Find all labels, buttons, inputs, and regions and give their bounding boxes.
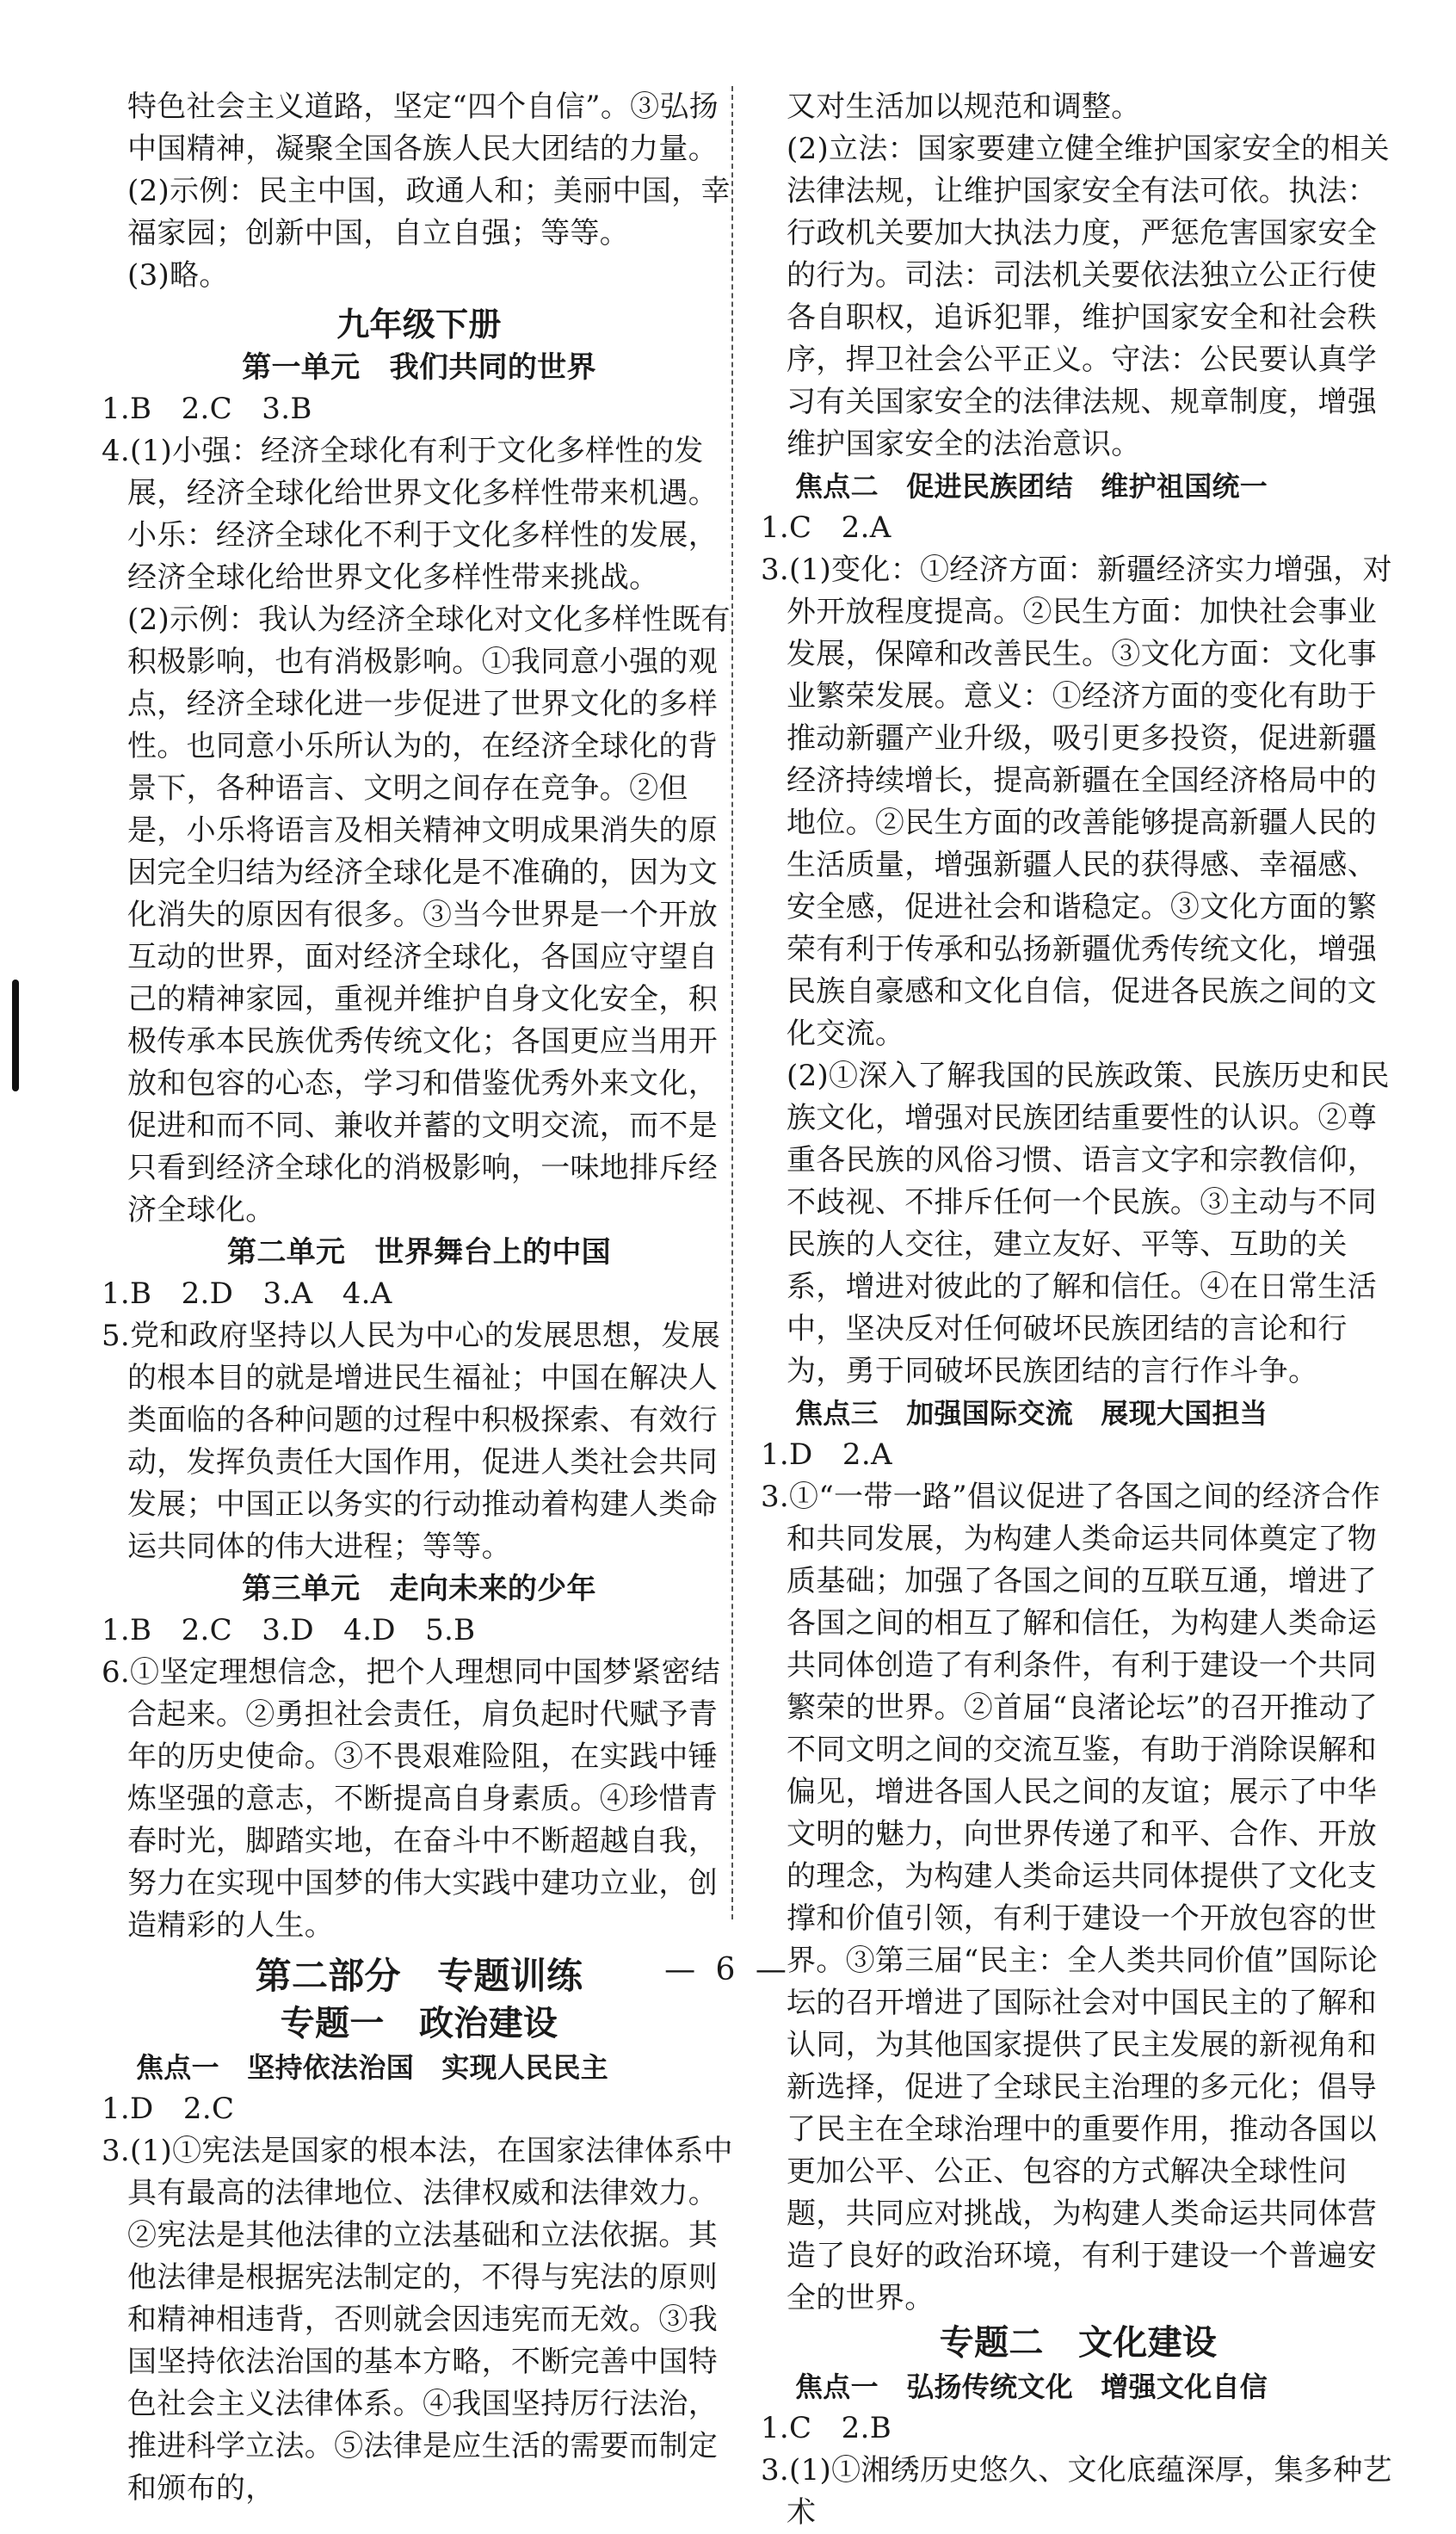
unit-heading: 第一单元 我们共同的世界 [242,350,596,385]
unit-heading: 第三单元 走向未来的少年 [242,1572,596,1606]
answer-text: 特色社会主义道路，坚定“四个自信”。③弘扬中国精神，凝聚全国各族人民大团结的力量。 [127,90,719,166]
answer-text: (2)立法：国家要建立健全维护国家安全的相关法律法规，让维护国家安全有法可依。执法：行政机关要加大执法力度，严惩危害国家安全的行为。司法：司法机关要依法独立公正行使各自职权，追诉犯罪，维护国家安全和社会秩序，捍卫社会公平正义。守法：公民要认真学习有关国家安全的法律法规、规章制度，增强维护国家安全的法治意识。 [787,132,1390,461]
answer-text: (3)略。 [127,258,229,293]
focus-heading: 焦点一 弘扬传统文化 增强文化自信 [795,2370,1268,2403]
page-number: — 6 — [664,1952,792,1987]
answer-text: 又对生活加以规范和调整。 [787,90,1141,124]
answer-item: 3.①“一带一路”倡议促进了各国之间的经济合作和共同发展，为构建人类命运共同体奠定了物质基础；加强了各国之间的互联互通，增进了各国之间的相互了解和信任，为构建人类命运共同体创造了有利条件，有利于建设一个共同繁荣的世界。②首届“良渚论坛”的召开推动了不同文明之间的交流互鉴，有助于消除误解和偏见，增进各国人民之间的友谊；展示了中华文明的魅力，向世界传递了和平、合作、开放的理念，为构建人类命运共同体提供了文化支撑和价值引领，有利于建设一个开放包容的世界。③第三届“民主：全人类共同价值”国际论坛的召开增进了国际社会对中国民主的了解和认同，为其他国家提供了民主发展的新视角和新选择，促进了全球民主治理的多元化；倡导了民主在全球治理中的重要作用，推动各国以更加公平、公正、包容的方式解决全球性问题，共同应对挑战，为构建人类命运共同体营造了良好的政治环境，有利于建设一个普遍安全的世界。 [761,1480,1381,2315]
answer-text: 1.D 2.A [761,1437,892,1472]
answer-item: 3.(1)变化：①经济方面：新疆经济实力增强，对外开放程度提高。②民生方面：加快社会事业发展，保障和改善民生。③文化方面：文化事业繁荣发展。意义：①经济方面的变化有助于推动新疆产业升级，吸引更多投资，促进新疆经济持续增长，提高新疆在全国经济格局中的地位。②民生方面的改善能够提高新疆人民的生活质量，增强新疆人民的获得感、幸福感、安全感，促进社会和谐稳定。③文化方面的繁荣有利于传承和弘扬新疆优秀传统文化，增强民族自豪感和文化自信，促进各民族之间的文化交流。 [761,553,1392,1051]
answer-text: (2)示例：民主中国，政通人和；美丽中国，幸福家园；创新中国，自立自强；等等。 [127,174,731,250]
part-heading: 第二部分 专题训练 [255,1955,583,1997]
answer-text: 1.B 2.C 3.B [102,392,312,426]
answer-text: 1.B 2.D 3.A 4.A [102,1276,392,1311]
answer-text: 1.C 2.A [761,510,891,545]
answer-item: 3.(1)①湘绣历史悠久、文化底蕴深厚，集多种艺术 [761,2453,1392,2530]
focus-heading: 焦点一 坚持依法治国 实现人民民主 [136,2051,609,2084]
answer-text: 1.B 2.C 3.D 4.D 5.B [102,1613,476,1647]
unit-heading: 第二单元 世界舞台上的中国 [227,1235,611,1270]
book-heading: 九年级下册 [336,306,502,343]
answer-text: ②宪法是其他法律的立法基础和立法依据。其他法律是根据宪法制定的，不得与宪法的原则和精神相违背，否则就会因违宪而无效。③我国坚持依法治国的基本方略，不断完善中国特色社会主义法律体系。④我国坚持厉行法治，推进科学立法。⑤法律是应生活的需要而制定和颁布的， [127,2218,718,2506]
topic-heading: 专题一 政治建设 [280,2004,558,2043]
answer-text: (2)①深入了解我国的民族政策、民族历史和民族文化，增强对民族团结重要性的认识。②尊重各民族的风俗习惯、语言文字和宗教信仰，不歧视、不排斥任何一个民族。③主动与不同民族的人交往，建立友好、平等、互助的关系，增进对彼此的了解和信任。④在日常生活中，坚决反对任何破坏民族团结的言论和行为，勇于同破坏民族团结的言行作斗争。 [787,1059,1390,1388]
answer-item: 3.(1)①宪法是国家的根本法，在国家法律体系中具有最高的法律地位、法律权威和法律效力。 [102,2134,733,2210]
answer-text: 1.C 2.B [761,2411,891,2445]
focus-heading: 焦点三 加强国际交流 展现大国担当 [795,1397,1268,1430]
answer-item: 4.(1)小强：经济全球化有利于文化多样性的发展，经济全球化给世界文化多样性带来机遇。小乐：经济全球化不利于文化多样性的发展，经济全球化给世界文化多样性带来挑战。 [102,434,718,595]
focus-heading: 焦点二 促进民族团结 维护祖国统一 [795,470,1268,503]
topic-heading: 专题二 文化建设 [939,2323,1218,2363]
column-divider [731,86,733,1919]
answer-item: 6.①坚定理想信念，把个人理想同中国梦紧密结合起来。②勇担社会责任，肩负起时代赋予青年的历史使命。③不畏艰难险阻，在实践中锤炼坚强的意志，不断提高自身素质。④珍惜青春时光，脚踏实地，在奋斗中不断超越自我，努力在实现中国梦的伟大实践中建功立业，创造精彩的人生。 [102,1655,721,1943]
left-column [102,86,737,2510]
answer-text: 1.D 2.C [102,2092,235,2126]
answer-item: 5.党和政府坚持以人民为中心的发展思想，发展的根本目的就是增进民生福祉；中国在解决人类面临的各种问题的过程中积极探索、有效行动，发挥负责任大国作用，促进人类社会共同发展；中国正以务实的行动推动着构建人类命运共同体的伟大进程；等等。 [102,1319,721,1564]
right-column [761,86,1396,2534]
scan-mark [12,980,19,1091]
answer-text: (2)示例：我认为经济全球化对文化多样性既有积极影响，也有消极影响。①我同意小强的观点，经济全球化进一步促进了世界文化的多样性。也同意小乐所认为的，在经济全球化的背景下，各种语言、文明之间存在竞争。②但是，小乐将语言及相关精神文明成果消失的原因完全归结为经济全球化是不准确的，因为文化消失的原因有很多。③当今世界是一个开放互动的世界，面对经济全球化，各国应守望自己的精神家园，重视并维护自身文化安全，积极传承本民族优秀传统文化；各国更应当用开放和包容的心态，学习和借鉴优秀外来文化，促进和而不同、兼收并蓄的文明交流，而不是只看到经济全球化的消极影响，一味地排斥经济全球化。 [127,603,731,1227]
